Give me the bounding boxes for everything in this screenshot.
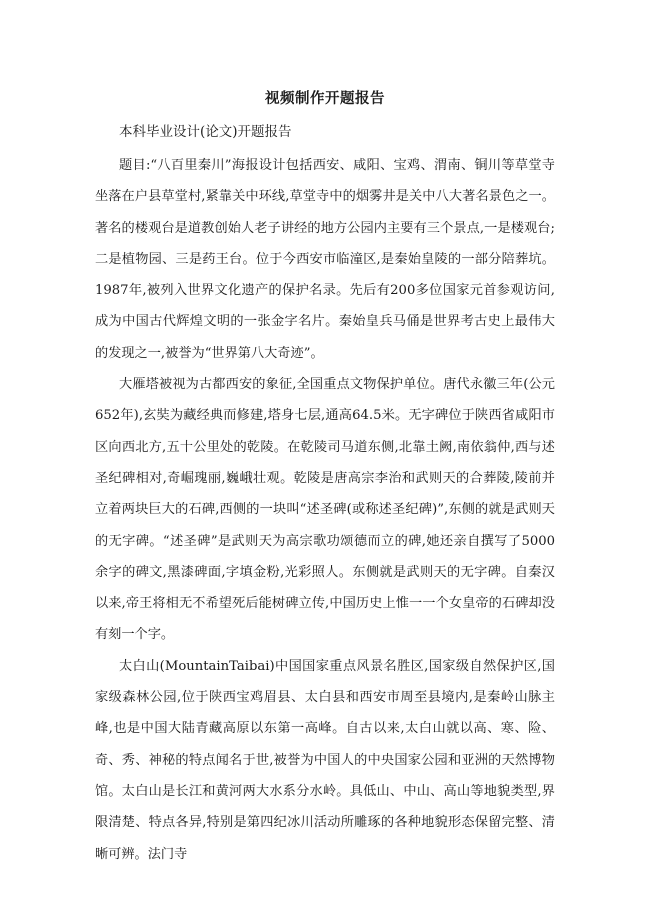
document-subtitle: 本科毕业设计(论文)开题报告 [119,124,292,140]
paragraph-topic: 题目:“八百里秦川”海报设计包括西安、咸阳、宝鸡、渭南、铜川等草堂寺坐落在户县草堂村,紧靠关中环线,草堂寺中的烟雾井是关中八大著名景色之一。著名的楼观台是道教创始人老子讲经的地方公园内主要有三个景点,一是楼观台;二是植物园、三是药王台。位于今西安市临潼区,是秦始皇陵的一部分陪葬坑。1987年,被列入世界文化遗产的保护名录。先后有200多位国家元首参观访问,成为中国古代辉煌文明的一张金字名片。秦始皇兵马俑是世界考古史上最伟大的发现之一,被誉为“世界第八大奇迹”。 [95,158,555,361]
document-title: 视频制作开题报告 [265,90,385,107]
paragraph-taibaishan: 太白山(MountainTaibai)中国国家重点风景名胜区,国家级自然保护区,国家级森林公园,位于陕西宝鸡眉县、太白县和西安市周至县境内,是秦岭山脉主峰,也是中国大陆青藏高原以东第一高峰。自古以来,太白山就以高、寒、险、奇、秀、神秘的特点闻名于世,被誉为中国人的中央国家公园和亚洲的天然博物馆。太白山是长江和黄河两大水系分水岭。具低山、中山、高山等地貌类型,界限清楚、特点各异,特别是第四纪冰川活动所雕琢的各种地貌形态保留完整、清晰可辨。法门寺 [95,658,555,862]
paragraph-dayanta: 大雁塔被视为古都西安的象征,全国重点文物保护单位。唐代永徽三年(公元652年),玄奘为藏经典而修建,塔身七层,通高64.5米。无字碑位于陕西省咸阳市区向西北方,五十公里处的乾陵。在乾陵司马道东侧,北靠土阙,南依翁仲,西与述圣纪碑相对,奇崛瑰丽,巍峨壮观。乾陵是唐高宗李治和武则天的合葬陵,陵前并立着两块巨大的石碑,西侧的一块叫“述圣碑(或称述圣纪碑)”,东侧的就是武则天的无字碑。“述圣碑”是武则天为高宗歌功颂德而立的碑,她还亲自撰写了5000余字的碑文,黑漆碑面,字填金粉,光彩照人。东侧就是武则天的无字碑。自秦汉以来,帝王将相无不希望死后能树碑立传,中国历史上惟一一个女皇帝的石碑却没有刻一个字。 [95,377,555,643]
document-body [95,150,555,910]
